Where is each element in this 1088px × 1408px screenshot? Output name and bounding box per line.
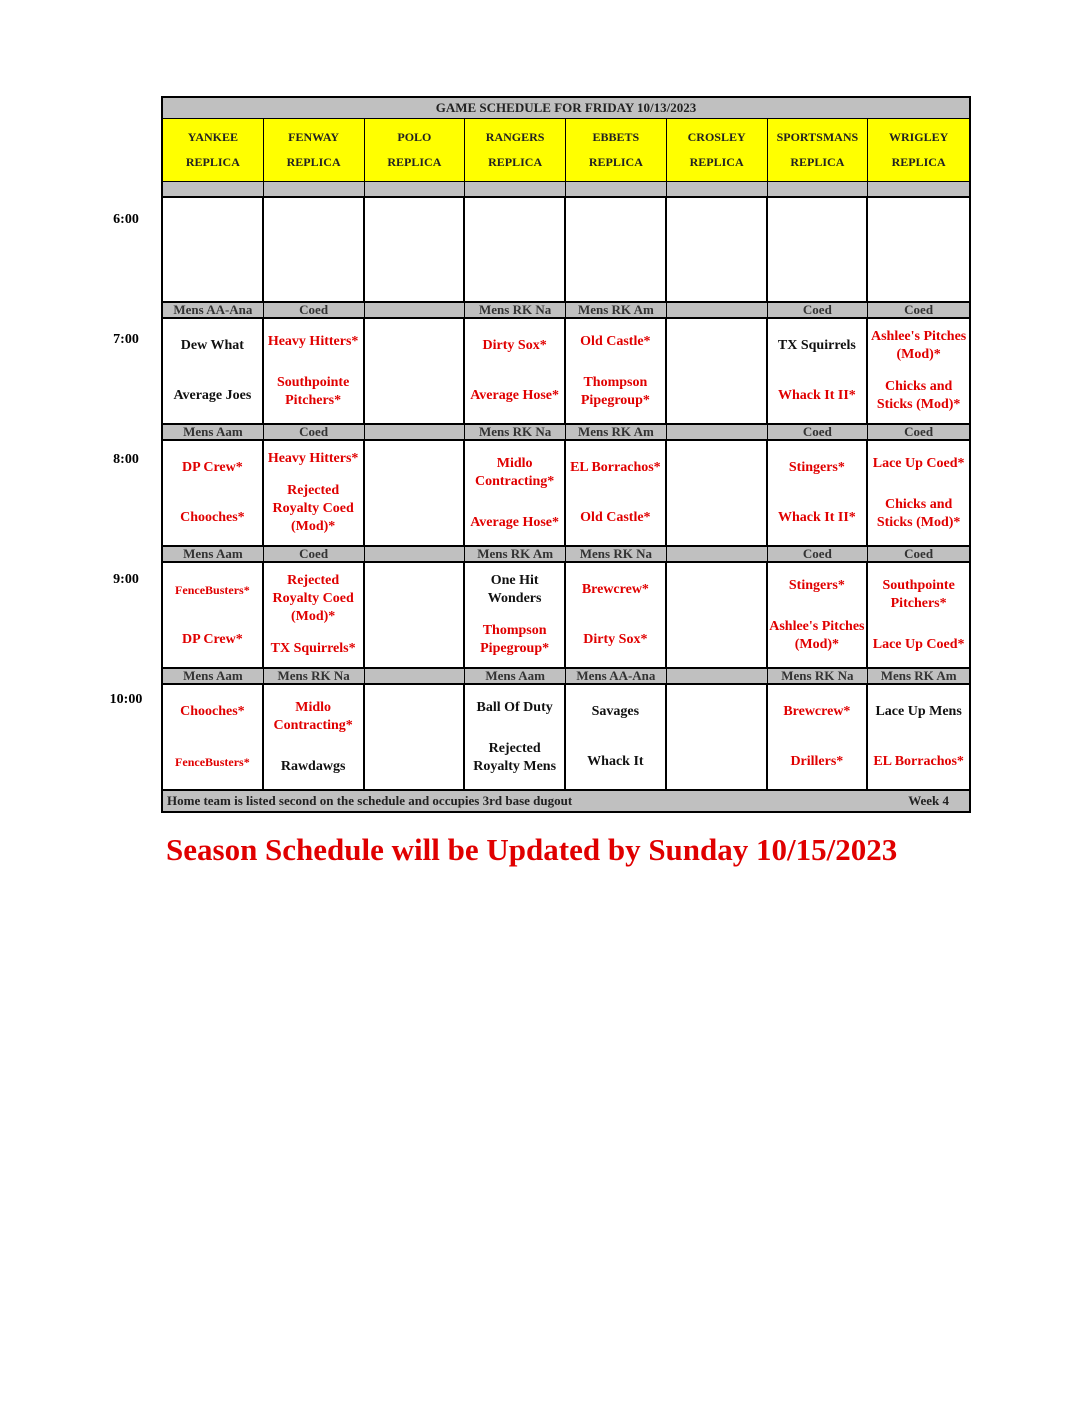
visiting-team: Dirty Sox*	[482, 338, 547, 353]
visiting-team: FenceBusters*	[175, 583, 250, 597]
game-cell	[566, 441, 667, 545]
field-ebbets	[566, 119, 667, 181]
visiting-team: Brewcrew*	[783, 704, 851, 719]
division-label: Coed	[904, 425, 934, 439]
time-block	[163, 669, 969, 791]
home-team: Rejected Royalty Coed (Mod)*	[272, 483, 354, 534]
games-row	[163, 319, 969, 423]
home-team: Average Hose*	[470, 514, 559, 530]
game-cell	[667, 563, 768, 667]
visiting-team: Midlo Contracting*	[474, 455, 555, 489]
field-crosley	[667, 119, 768, 181]
visiting-team: Savages	[591, 704, 640, 719]
field-yankee	[163, 119, 264, 181]
header-gray-bar	[163, 182, 969, 198]
field-sub: REPLICA	[185, 155, 240, 169]
field-name: RANGERS	[485, 130, 545, 144]
game-cell	[365, 441, 466, 545]
visiting-team: Dew What	[180, 338, 244, 353]
games-row	[163, 198, 969, 301]
division-label: Mens RK Na	[566, 547, 667, 561]
division-label: Coed	[264, 425, 365, 439]
division-label: Coed	[768, 425, 869, 439]
home-team: Rejected Royalty Mens	[473, 740, 557, 774]
division-label	[667, 303, 768, 317]
field-sub: REPLICA	[286, 155, 341, 169]
week-label: Week 4	[908, 793, 949, 808]
visiting-team: Lace Up Mens	[875, 704, 962, 719]
division-label	[667, 547, 768, 561]
time-blocks	[163, 198, 969, 791]
time-label: 10:00	[109, 692, 143, 707]
time-label: 7:00	[113, 332, 139, 347]
game-cell	[465, 685, 566, 789]
home-team: Drillers*	[790, 754, 844, 769]
field-wrigley	[868, 119, 969, 181]
division-label	[667, 425, 768, 439]
time-label: 9:00	[113, 572, 139, 587]
home-team: Thompson Pipegroup*	[480, 623, 550, 656]
game-cell	[365, 198, 466, 301]
season-notice: Season Schedule will be Updated by Sunday 10/15/2023	[166, 832, 898, 867]
field-fenway	[264, 119, 365, 181]
game-cell	[465, 563, 566, 667]
game-cell	[566, 198, 667, 301]
game-cell	[264, 198, 365, 301]
time-block	[163, 547, 969, 669]
games-row	[163, 441, 969, 545]
home-team: Lace Up Coed*	[872, 636, 965, 652]
home-team: Chicks and Sticks (Mod)*	[876, 496, 961, 530]
game-cell	[163, 441, 264, 545]
home-team: TX Squirrels*	[270, 641, 356, 656]
home-team: Rawdawgs	[280, 758, 346, 774]
home-team: Chooches*	[180, 510, 245, 525]
visiting-team: Midlo Contracting*	[273, 699, 353, 733]
game-cell	[667, 441, 768, 545]
home-team: FenceBusters*	[175, 755, 250, 769]
visiting-team: Old Castle*	[580, 333, 651, 349]
division-label: Mens Aam	[163, 669, 264, 683]
division-label: Mens AA-Ana	[163, 303, 264, 317]
game-cell	[264, 441, 365, 545]
division-row	[163, 669, 969, 685]
visiting-team: Rejected Royalty Coed (Mod)*	[272, 573, 354, 624]
division-label: Mens Aam	[163, 547, 264, 561]
home-team: Old Castle*	[580, 510, 651, 525]
division-label	[365, 303, 466, 317]
home-team: Dirty Sox*	[583, 632, 648, 647]
field-sub: REPLICA	[891, 155, 946, 169]
home-team-note: Home team is listed second on the schedule and occupies 3rd base dugout	[167, 793, 573, 808]
game-cell	[163, 563, 264, 667]
field-name: CROSLEY	[687, 130, 746, 144]
game-cell	[868, 441, 969, 545]
visiting-team: EL Borrachos*	[570, 460, 661, 475]
division-label: Coed	[264, 303, 365, 317]
home-team: Average Hose*	[470, 388, 559, 403]
home-team: Southpointe Pitchers*	[276, 374, 350, 408]
game-cell	[768, 685, 869, 789]
game-cell	[264, 319, 365, 423]
division-label: Mens Aam	[465, 669, 566, 683]
time-label: 6:00	[113, 212, 139, 227]
game-cell	[365, 319, 466, 423]
field-header-row	[163, 119, 969, 182]
home-team: DP Crew*	[181, 632, 243, 647]
time-block	[163, 303, 969, 425]
game-cell	[365, 563, 466, 667]
game-cell	[667, 198, 768, 301]
game-cell	[163, 685, 264, 789]
schedule-title: GAME SCHEDULE FOR FRIDAY 10/13/2023	[163, 98, 969, 119]
visiting-team: DP Crew*	[181, 460, 243, 475]
division-label: Mens RK Na	[465, 303, 566, 317]
game-cell	[465, 441, 566, 545]
home-team: Ashlee's Pitches (Mod)*	[769, 618, 865, 652]
visiting-team: Chooches*	[180, 704, 245, 719]
game-cell	[768, 319, 869, 423]
field-name: FENWAY	[288, 130, 340, 144]
division-label: Mens RK Am	[465, 547, 566, 561]
visiting-team: Lace Up Coed*	[872, 455, 965, 471]
game-cell	[868, 319, 969, 423]
visiting-team: Brewcrew*	[581, 582, 649, 597]
division-label: Coed	[768, 303, 869, 317]
division-label	[365, 669, 466, 683]
field-name: SPORTSMANS	[776, 130, 859, 144]
division-label	[365, 425, 466, 439]
field-name: YANKEE	[187, 130, 238, 144]
field-sub: REPLICA	[387, 155, 442, 169]
visiting-team: One Hit Wonders	[487, 573, 542, 606]
division-label: Mens AA-Ana	[566, 669, 667, 683]
game-cell	[868, 198, 969, 301]
field-sub: REPLICA	[488, 155, 543, 169]
game-cell	[768, 563, 869, 667]
schedule-table	[161, 96, 971, 813]
schedule-footer	[163, 791, 969, 811]
home-team: Chicks and Sticks (Mod)*	[876, 379, 961, 412]
game-cell	[667, 319, 768, 423]
visiting-team: Ball Of Duty	[476, 699, 553, 715]
home-team: Whack It II*	[777, 388, 856, 403]
visiting-team: Heavy Hitters*	[267, 451, 359, 466]
home-team: Average Joes	[173, 388, 252, 403]
game-cell	[365, 685, 466, 789]
field-sub: REPLICA	[689, 155, 744, 169]
division-label: Coed	[904, 547, 934, 561]
home-team: Whack It II*	[777, 510, 856, 525]
division-row	[163, 303, 969, 319]
field-name: EBBETS	[592, 130, 640, 144]
division-row	[163, 425, 969, 441]
game-cell	[768, 441, 869, 545]
game-cell	[465, 319, 566, 423]
game-cell	[566, 563, 667, 667]
time-label: 8:00	[113, 452, 139, 467]
division-label: Mens RK Na	[264, 669, 365, 683]
field-name: POLO	[397, 130, 432, 144]
field-sportsmans	[768, 119, 869, 181]
division-label	[365, 547, 466, 561]
home-team: EL Borrachos*	[873, 754, 964, 769]
games-row	[163, 685, 969, 789]
game-cell	[264, 563, 365, 667]
division-label: Mens Aam	[163, 425, 264, 439]
time-block	[163, 425, 969, 547]
division-label: Mens RK Am	[880, 669, 957, 683]
game-cell	[163, 319, 264, 423]
game-cell	[566, 319, 667, 423]
field-name: WRIGLEY	[888, 130, 949, 144]
visiting-team: Heavy Hitters*	[267, 333, 359, 349]
field-sub: REPLICA	[790, 155, 845, 169]
visiting-team: TX Squirrels	[777, 338, 856, 353]
field-sub: REPLICA	[588, 155, 643, 169]
division-label: Mens RK Am	[566, 425, 667, 439]
division-row	[163, 547, 969, 563]
game-cell	[768, 198, 869, 301]
division-label: Coed	[264, 547, 365, 561]
visiting-team: Ashlee's Pitches (Mod)*	[870, 329, 967, 362]
division-label: Mens RK Am	[566, 303, 667, 317]
game-cell	[163, 198, 264, 301]
visiting-team: Southpointe Pitchers*	[882, 577, 955, 611]
field-polo	[365, 119, 466, 181]
game-cell	[868, 563, 969, 667]
time-block	[163, 198, 969, 303]
home-team: Whack It	[587, 754, 644, 769]
division-label: Mens RK Na	[465, 425, 566, 439]
game-cell	[264, 685, 365, 789]
game-cell	[566, 685, 667, 789]
field-rangers	[465, 119, 566, 181]
division-label: Coed	[904, 303, 934, 317]
division-label: Coed	[768, 547, 869, 561]
game-cell	[465, 198, 566, 301]
division-label	[667, 669, 768, 683]
games-row	[163, 563, 969, 667]
game-cell	[868, 685, 969, 789]
home-team: Thompson Pipegroup*	[580, 374, 650, 408]
division-label: Mens RK Na	[768, 669, 869, 683]
visiting-team: Stingers*	[788, 577, 845, 593]
visiting-team: Stingers*	[788, 460, 845, 475]
game-cell	[667, 685, 768, 789]
